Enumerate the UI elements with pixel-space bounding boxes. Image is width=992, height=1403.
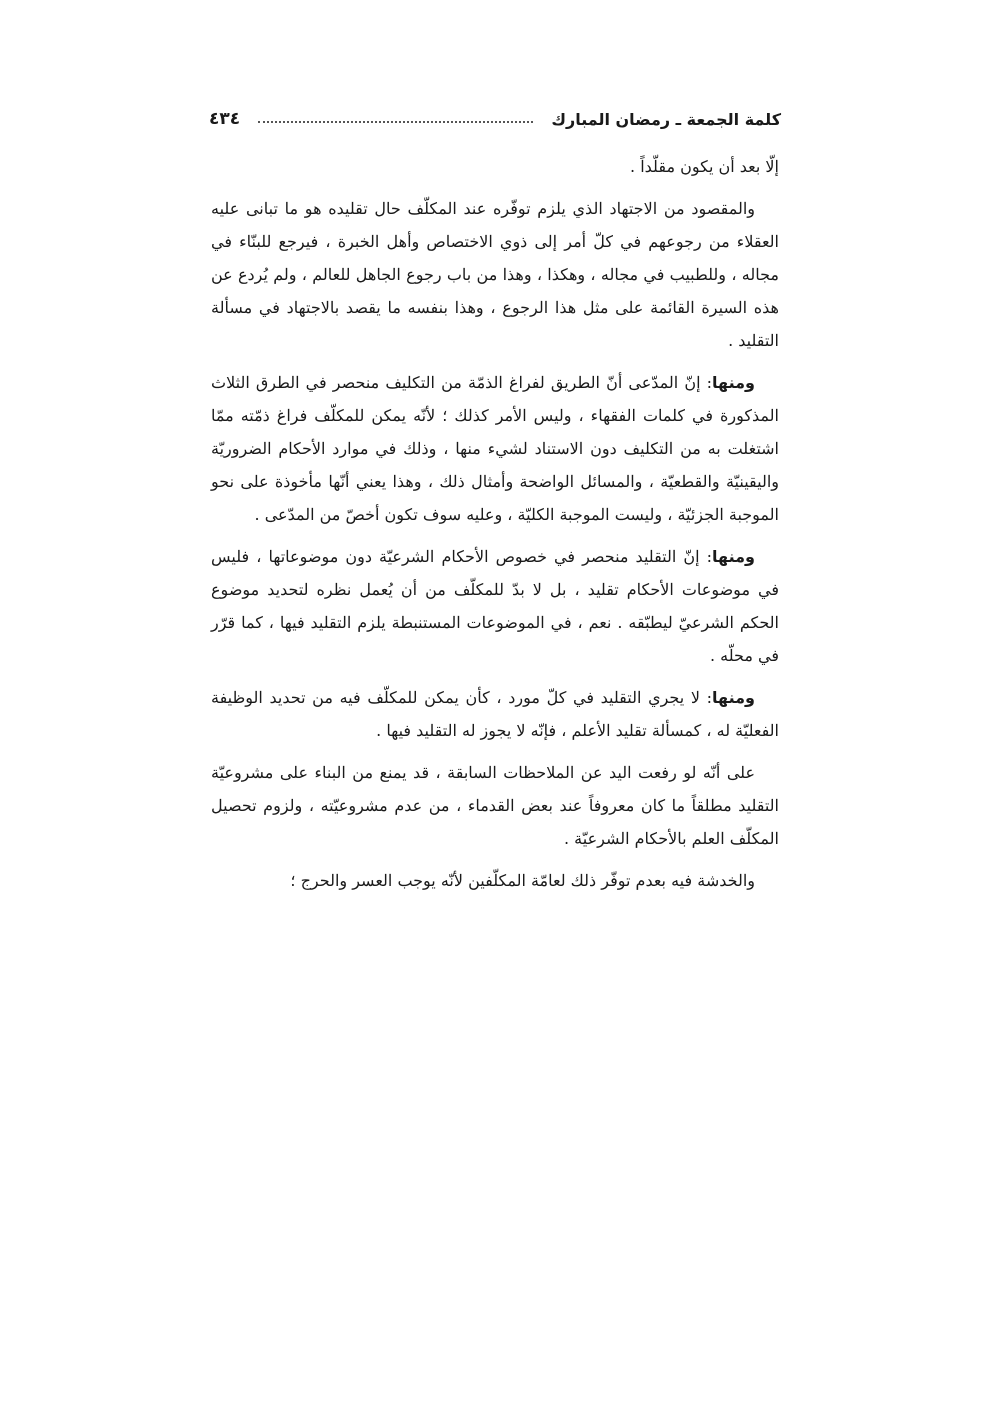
paragraph	[211, 150, 779, 183]
page-number: ٤٣٤	[209, 109, 241, 129]
paragraph-text: على أنّه لو رفعت اليد عن الملاحظات السابقة ، قد يمنع من البناء على مشروعيّة التقليد مطلقاً ما كان معروفاً عند بعض القدماء ، من عدم مشروعيّته ، ولزوم تحصيل المكلّف العلم بالأحكام الشرعيّة .	[211, 763, 779, 848]
paragraph-text: : إنّ التقليد منحصر في خصوص الأحكام الشرعيّة دون موضوعاتها ، فليس في موضوعات الأحكام تقليد ، بل لا بدّ للمكلّف من أن يُعمل نظره لتحديد موضوع الحكم الشرعيّ ليطبّقه . نعم ، في الموضوعات المستنبطة يلزم التقليد فيها ، كما قرّر في محلّه .	[211, 547, 779, 665]
paragraph	[211, 681, 779, 747]
paragraph	[211, 864, 779, 897]
paragraph	[211, 540, 779, 672]
paragraph-text: : لا يجري التقليد في كلّ مورد ، كأن يمكن للمكلّف فيه من تحديد الوظيفة الفعليّة له ، كمسألة تقليد الأعلم ، فإنّه لا يجوز له التقليد فيها .	[211, 688, 779, 740]
header-dotted-leader	[258, 121, 533, 123]
body-text	[211, 150, 779, 906]
paragraph	[211, 756, 779, 855]
paragraph	[211, 366, 779, 531]
paragraph-lead: ومنها	[712, 373, 755, 392]
paragraph-text: والمقصود من الاجتهاد الذي يلزم توفّره عند المكلّف حال تقليده هو ما تبانى عليه العقلاء من رجوعهم في كلّ أمر إلى ذوي الاختصاص وأهل الخبرة ، فيرجع للبنّاء في مجاله ، وللطبيب في مجاله ، وهكذا ، وهذا من باب رجوع الجاهل للعالم ، ولم يُردع عن هذه السيرة القائمة على مثل هذا الرجوع ، وهذا بنفسه ما يقصد بالاجتهاد في مسألة التقليد .	[211, 199, 779, 350]
paragraph	[211, 192, 779, 357]
paragraph-text: والخدشة فيه بعدم توفّر ذلك لعامّة المكلّفين لأنّه يوجب العسر والحرج ؛	[290, 871, 755, 890]
paragraph-lead: ومنها	[712, 547, 755, 566]
header-title: كلمة الجمعة ـ رمضان المبارك	[551, 109, 781, 129]
running-header	[209, 104, 781, 134]
paragraph-text: إلّا بعد أن يكون مقلّداً .	[630, 157, 779, 176]
paragraph-lead: ومنها	[712, 688, 755, 707]
paragraph-text: : إنّ المدّعى أنّ الطريق لفراغ الذمّة من التكليف منحصر في الطرق الثلاث المذكورة في كلمات الفقهاء ، وليس الأمر كذلك ؛ لأنّه يمكن للمكلّف فراغ ذمّته ممّا اشتغلت به من التكليف دون الاستناد لشيء منها ، وذلك في موارد الأحكام الضروريّة واليقينيّة والقطعيّة ، والمسائل الواضحة وأمثال ذلك ، وهذا يعني أنّها مأخوذة على نحو الموجبة الجزئيّة ، وليست الموجبة الكليّة ، وعليه سوف تكون أخصّ من المدّعى .	[211, 373, 779, 524]
